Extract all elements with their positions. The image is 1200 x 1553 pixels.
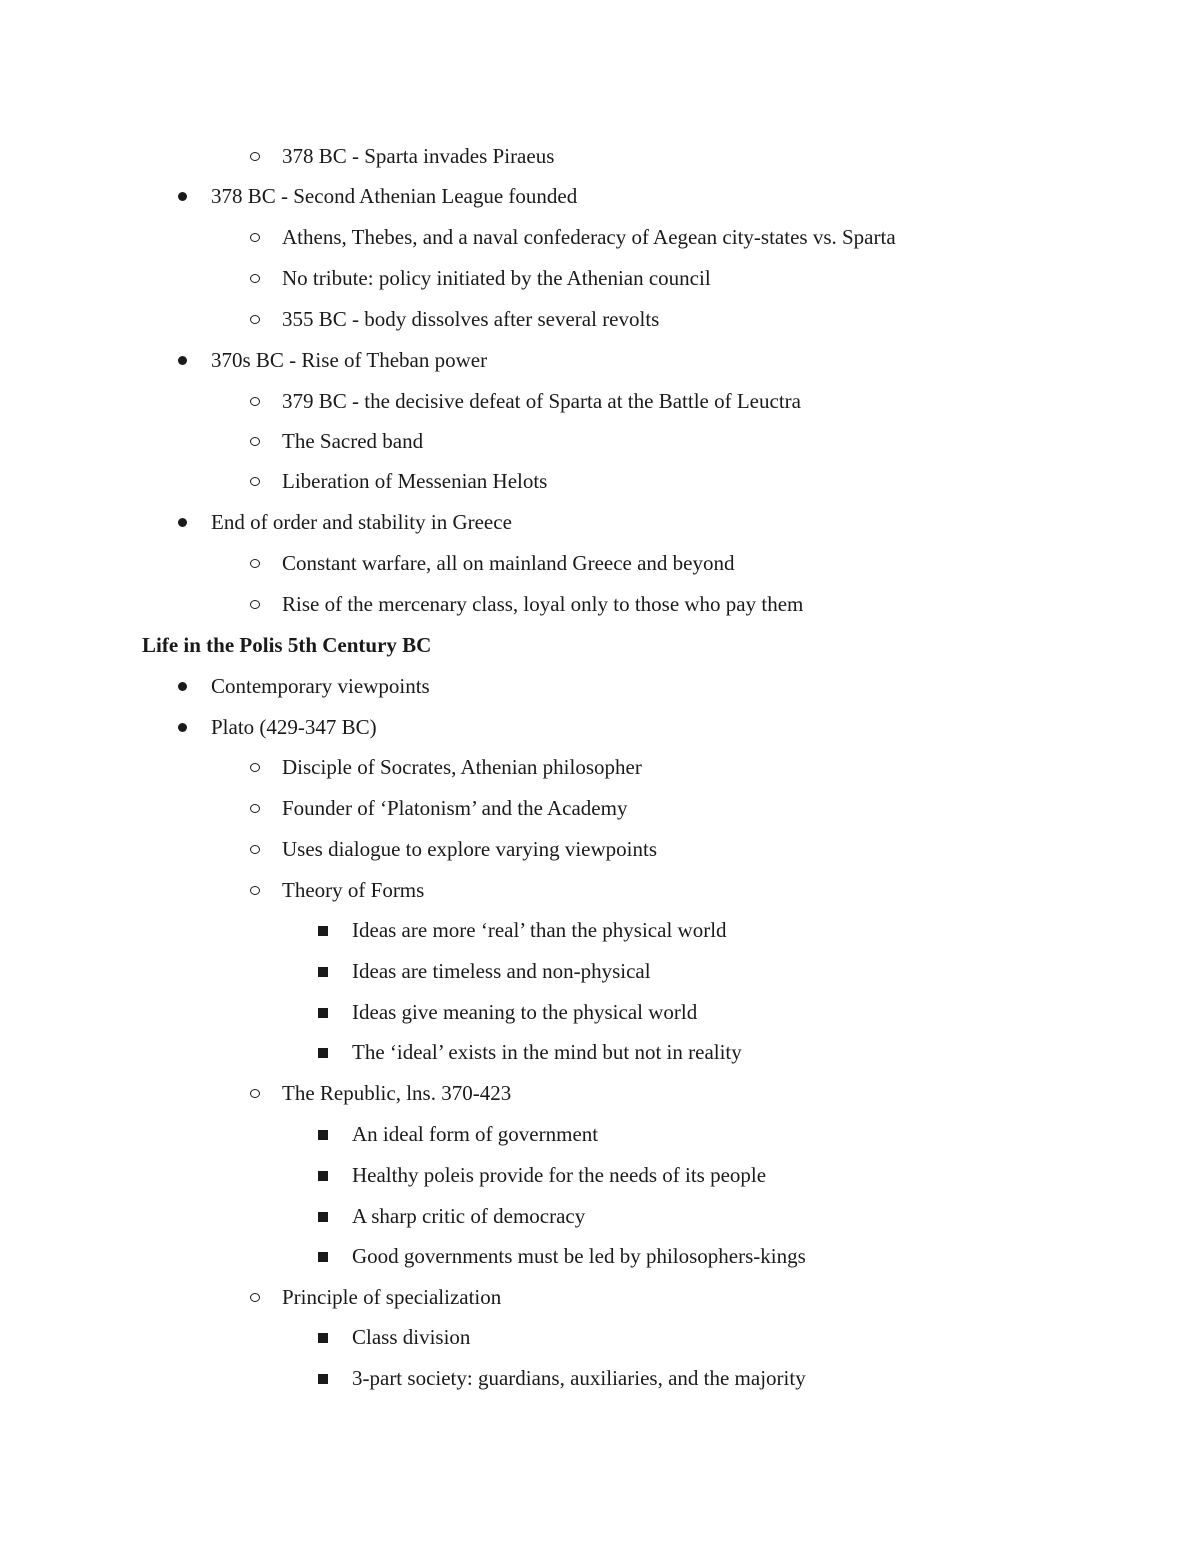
list-item: [0, 223, 1200, 251]
list-item: [0, 1079, 1200, 1107]
list-item-text: Good governments must be led by philosophers-kings: [352, 1244, 806, 1268]
filled-bullet-icon: [178, 682, 187, 691]
list-item: [0, 1242, 1200, 1270]
list-item: [0, 427, 1200, 455]
list-item-text: Liberation of Messenian Helots: [282, 469, 548, 493]
hollow-bullet-icon: [250, 437, 260, 446]
list-item: [0, 508, 1200, 536]
filled-bullet-icon: [178, 356, 187, 365]
square-bullet-icon: [318, 1048, 328, 1058]
list-item-text: Healthy poleis provide for the needs of its people: [352, 1163, 767, 1187]
list-item-text: Class division: [352, 1325, 471, 1349]
list-item: [0, 182, 1200, 210]
square-bullet-icon: [318, 1008, 328, 1018]
list-item: [0, 753, 1200, 781]
list-item-text: Ideas give meaning to the physical world: [352, 1000, 698, 1024]
hollow-bullet-icon: [250, 886, 260, 895]
filled-bullet-icon: [178, 518, 187, 527]
list-item-text: No tribute: policy initiated by the Athenian council: [282, 266, 711, 290]
list-item-text: Uses dialogue to explore varying viewpoints: [282, 837, 658, 861]
list-item: [0, 1120, 1200, 1148]
list-item: [0, 387, 1200, 415]
list-item: [0, 346, 1200, 374]
list-item-text: 355 BC - body dissolves after several revolts: [282, 307, 660, 331]
list-item: [0, 1323, 1200, 1351]
list-item: [0, 1038, 1200, 1066]
list-item: [0, 467, 1200, 495]
hollow-bullet-icon: [250, 804, 260, 813]
list-item-text: Athens, Thebes, and a naval confederacy of Aegean city-states vs. Sparta: [282, 225, 896, 249]
hollow-bullet-icon: [250, 274, 260, 283]
square-bullet-icon: [318, 1374, 328, 1384]
square-bullet-icon: [318, 1333, 328, 1343]
list-item: [0, 916, 1200, 944]
list-item-text: Plato (429-347 BC): [211, 715, 377, 739]
hollow-bullet-icon: [250, 600, 260, 609]
list-item: [0, 1364, 1200, 1392]
list-item-text: 3-part society: guardians, auxiliaries, and the majority: [352, 1366, 806, 1390]
list-item: [0, 305, 1200, 333]
list-item: [0, 1283, 1200, 1311]
hollow-bullet-icon: [250, 1089, 260, 1098]
hollow-bullet-icon: [250, 152, 260, 161]
hollow-bullet-icon: [250, 845, 260, 854]
square-bullet-icon: [318, 1130, 328, 1140]
hollow-bullet-icon: [250, 559, 260, 568]
list-item-text: 379 BC - the decisive defeat of Sparta at the Battle of Leuctra: [282, 389, 801, 413]
list-item-text: 370s BC - Rise of Theban power: [211, 348, 488, 372]
section-heading: Life in the Polis 5th Century BC: [142, 633, 432, 657]
filled-bullet-icon: [178, 723, 187, 732]
list-item: [0, 549, 1200, 577]
square-bullet-icon: [318, 926, 328, 936]
list-item: [0, 142, 1200, 170]
filled-bullet-icon: [178, 192, 187, 201]
square-bullet-icon: [318, 1252, 328, 1262]
list-item-text: Contemporary viewpoints: [211, 674, 430, 698]
list-item: [0, 1161, 1200, 1189]
list-item: [0, 1202, 1200, 1230]
hollow-bullet-icon: [250, 477, 260, 486]
list-item: [0, 835, 1200, 863]
list-item-text: Disciple of Socrates, Athenian philosopher: [282, 755, 642, 779]
list-item-text: Founder of ‘Platonism’ and the Academy: [282, 796, 628, 820]
list-item-text: Theory of Forms: [282, 878, 425, 902]
list-item-text: Constant warfare, all on mainland Greece and beyond: [282, 551, 735, 575]
square-bullet-icon: [318, 967, 328, 977]
hollow-bullet-icon: [250, 1293, 260, 1302]
hollow-bullet-icon: [250, 315, 260, 324]
list-item-text: The ‘ideal’ exists in the mind but not in reality: [352, 1040, 742, 1064]
hollow-bullet-icon: [250, 233, 260, 242]
list-item: [0, 713, 1200, 741]
square-bullet-icon: [318, 1171, 328, 1181]
list-item-text: The Republic, lns. 370-423: [282, 1081, 512, 1105]
list-item-text: Rise of the mercenary class, loyal only to those who pay them: [282, 592, 804, 616]
list-item-text: End of order and stability in Greece: [211, 510, 512, 534]
hollow-bullet-icon: [250, 397, 260, 406]
list-item-text: Principle of specialization: [282, 1285, 502, 1309]
list-item: [0, 876, 1200, 904]
square-bullet-icon: [318, 1212, 328, 1222]
list-item: [0, 672, 1200, 700]
list-item-text: Ideas are more ‘real’ than the physical world: [352, 918, 727, 942]
list-item-text: The Sacred band: [282, 429, 424, 453]
list-item-text: An ideal form of government: [352, 1122, 599, 1146]
list-item: [0, 998, 1200, 1026]
list-item: [0, 264, 1200, 292]
list-item: [0, 957, 1200, 985]
list-item-text: 378 BC - Second Athenian League founded: [211, 184, 578, 208]
list-item-text: Ideas are timeless and non-physical: [352, 959, 651, 983]
hollow-bullet-icon: [250, 763, 260, 772]
list-item-text: 378 BC - Sparta invades Piraeus: [282, 144, 555, 168]
list-item: [0, 590, 1200, 618]
list-item-text: A sharp critic of democracy: [352, 1204, 586, 1228]
list-item: [0, 794, 1200, 822]
